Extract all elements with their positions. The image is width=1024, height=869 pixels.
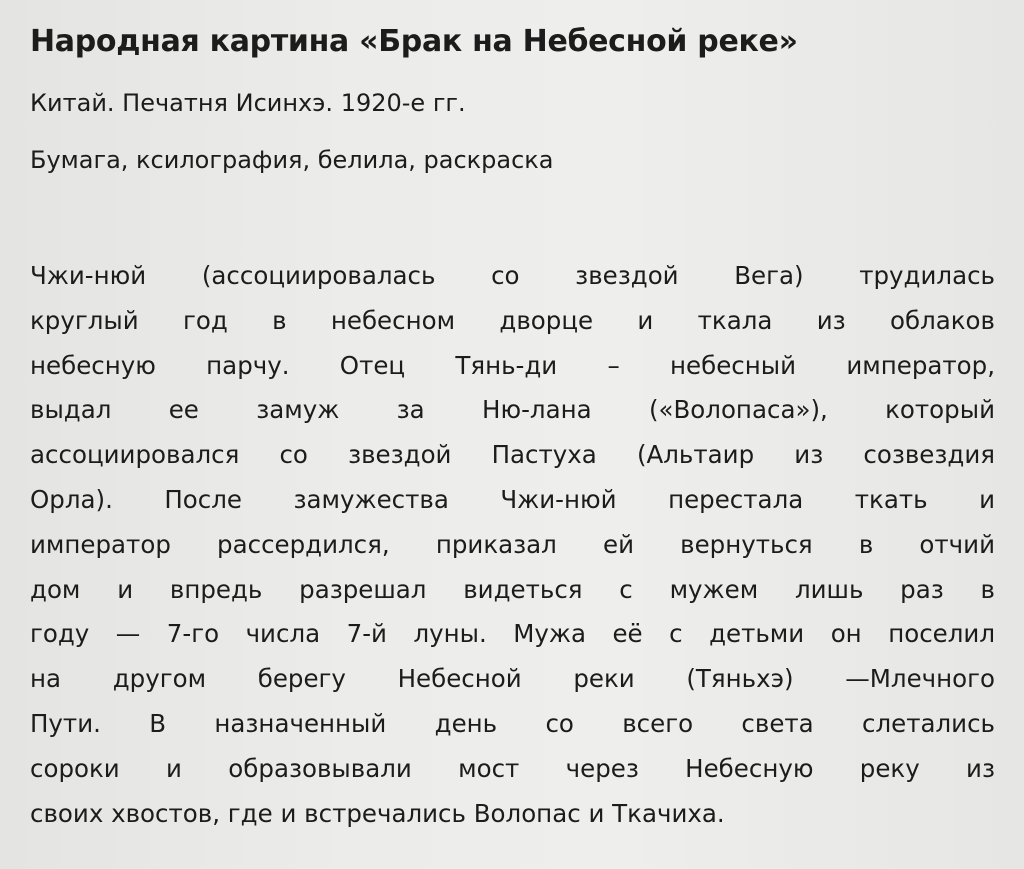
description-line: Пути. В назначенный день со всего света слетались xyxy=(30,708,995,738)
label-title: Народная картина «Брак на Небесной реке» xyxy=(30,24,798,59)
description-line: на другом берегу Небесной реки (Тяньхэ) —Млечного xyxy=(30,664,995,694)
description-line: Орла). После замужества Чжи-нюй перестала ткать и xyxy=(30,484,995,514)
description-line: своих хвостов, где и встречались Волопас и Ткачиха. xyxy=(30,798,725,828)
description-line: круглый год в небесном дворце и ткала из облаков xyxy=(30,305,995,335)
description-line: выдал ее замуж за Ню-лана («Волопаса»), который xyxy=(30,395,995,425)
label-description xyxy=(30,254,995,836)
label-origin: Китай. Печатня Исинхэ. 1920-е гг. xyxy=(30,89,466,117)
description-line: Чжи-нюй (ассоциировалась со звездой Вега) трудилась xyxy=(30,261,995,290)
label-materials: Бумага, ксилография, белила, раскраска xyxy=(30,146,554,174)
description-line: дом и впредь разрешал видеться с мужем лишь раз в xyxy=(30,574,995,604)
description-line: ассоциировался со звездой Пастуха (Альтаир из созвездия xyxy=(30,440,995,470)
description-line: году — 7-го числа 7-й луны. Мужа её с детьми он поселил xyxy=(30,619,995,649)
description-line: император рассердился, приказал ей вернуться в отчий xyxy=(30,529,995,559)
description-line: сороки и образовывали мост через Небесную реку из xyxy=(30,753,995,783)
description-line: небесную парчу. Отец Тянь-ди – небесный император, xyxy=(30,350,995,380)
